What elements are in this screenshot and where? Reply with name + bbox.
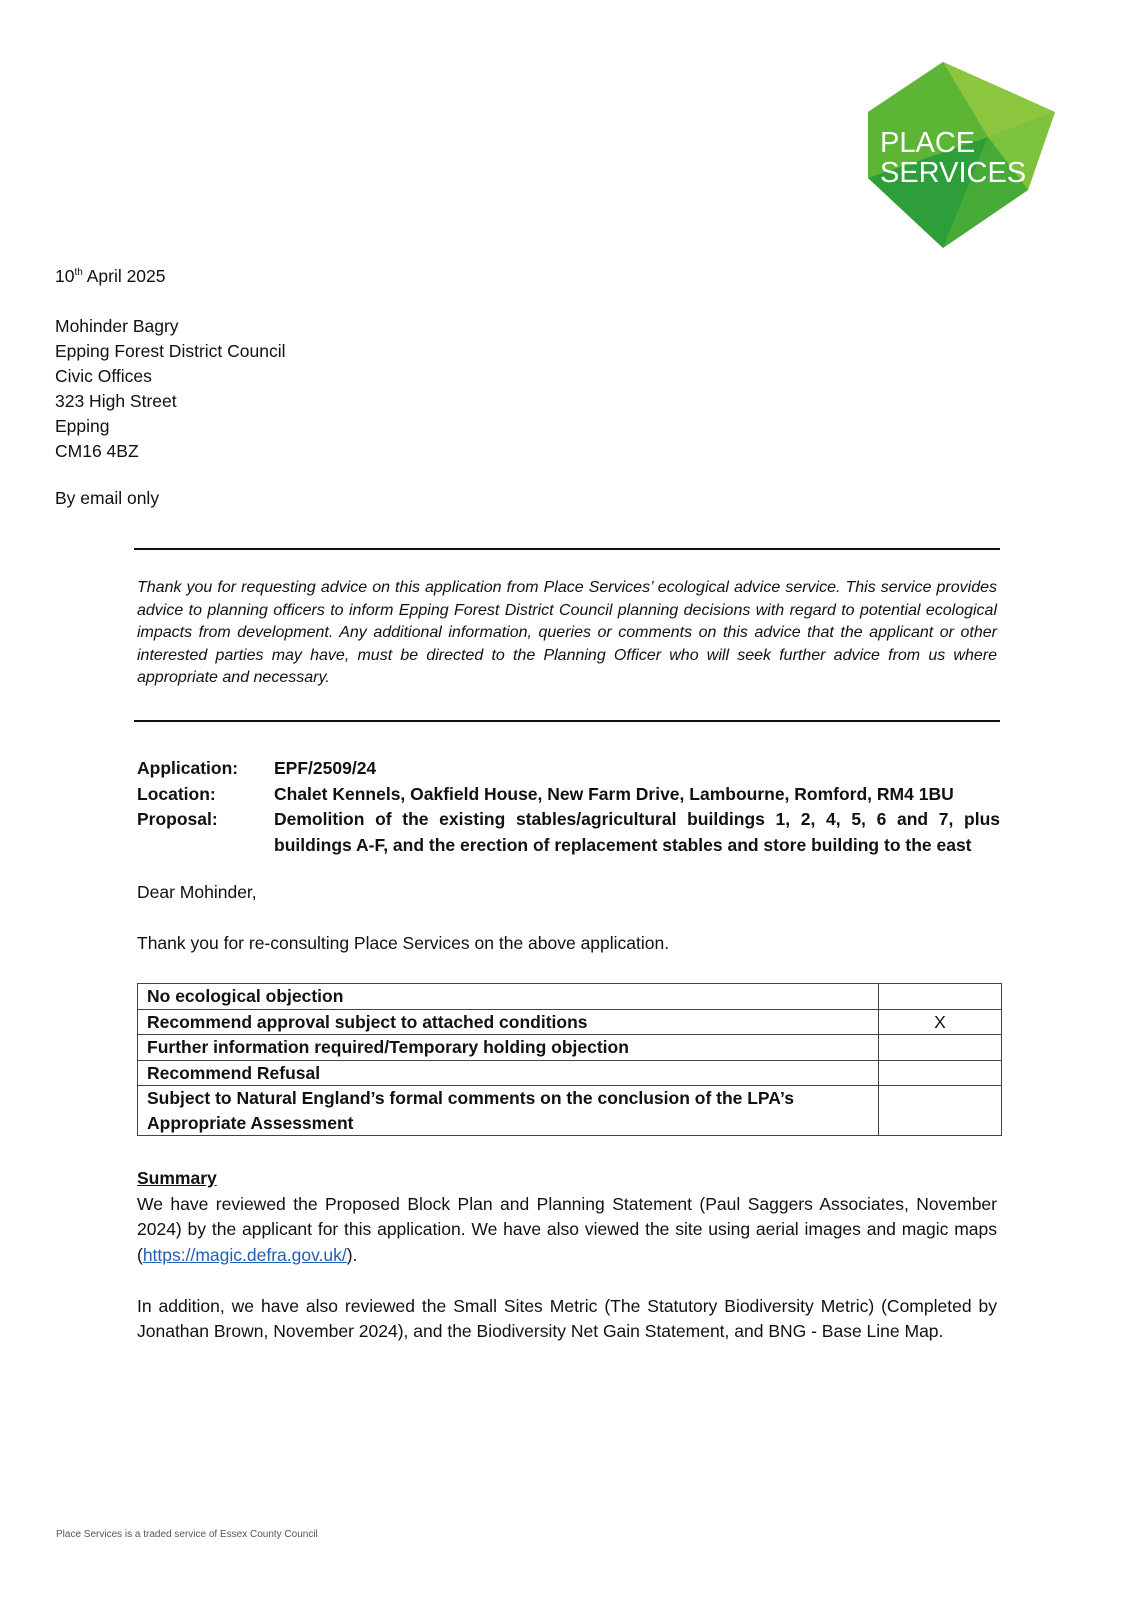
application-value: EPF/2509/24 (274, 758, 377, 778)
summary-section (137, 1166, 997, 1345)
logo-text-line2: SERVICES (880, 157, 1027, 189)
application-label: Application: (137, 758, 239, 778)
footer-text: Place Services is a traded service of Essex County Council (56, 1529, 318, 1540)
option-cell: Subject to Natural England’s formal comments on the conclusion of the LPA’s Appropriate Assessment (138, 1086, 879, 1136)
summary-heading: Summary (137, 1168, 217, 1188)
option-cell: Recommend approval subject to attached conditions (138, 1009, 879, 1035)
intro-text: Thank you for re-consulting Place Services on the above application. (137, 933, 670, 953)
proposal-value: Demolition of the existing stables/agricultural buildings 1, 2, 4, 5, 6 and 7, plus buildings A-F, and the erection of replacement stables and store building to the east (274, 809, 1000, 855)
application-details (137, 756, 1000, 858)
address-line: Epping Forest District Council (55, 341, 286, 361)
mark-cell (879, 984, 1002, 1010)
mark-cell: X (879, 1009, 1002, 1035)
option-cell: No ecological objection (138, 984, 879, 1010)
location-label: Location: (137, 783, 216, 804)
proposal-label: Proposal: (137, 809, 218, 829)
magic-maps-link[interactable]: https://magic.defra.gov.uk/ (142, 1244, 347, 1265)
place-services-logo (868, 62, 1060, 248)
address-line: CM16 4BZ (55, 441, 139, 461)
application-row (137, 756, 1000, 782)
proposal-row (137, 807, 1000, 858)
divider-bottom (134, 720, 1000, 722)
delivery-method: By email only (55, 488, 160, 508)
divider-top (134, 548, 1000, 550)
table-row (138, 1086, 1002, 1136)
recommendation-table (137, 983, 1002, 1136)
mark-cell (879, 1060, 1002, 1086)
table-row (138, 1009, 1002, 1035)
logo-hexagon-icon (868, 62, 1060, 248)
logo-text-line1: PLACE (880, 127, 976, 159)
address-line: 323 High Street (55, 391, 177, 411)
letter-date: 10th April 2025 (55, 266, 166, 286)
option-cell: Further information required/Temporary holding objection (138, 1035, 879, 1061)
address-line: Mohinder Bagry (55, 316, 179, 336)
table-row (138, 1060, 1002, 1086)
table-row (138, 984, 1002, 1010)
address-line: Civic Offices (55, 366, 152, 386)
location-value: Chalet Kennels, Oakfield House, New Farm Drive, Lambourne, Romford, RM4 1BU (274, 783, 954, 804)
summary-paragraph-2: In addition, we have also reviewed the Small Sites Metric (The Statutory Biodiversity Metric) (Completed by Jonathan Brown, November 2024), and the Biodiversity Net Gain Statement, and BNG - Base Line Map. (137, 1295, 997, 1341)
recipient-address (55, 314, 286, 464)
option-cell: Recommend Refusal (138, 1060, 879, 1086)
mark-cell (879, 1086, 1002, 1136)
mark-cell (879, 1035, 1002, 1061)
disclaimer-text: Thank you for requesting advice on this application from Place Services’ ecological advice service. This service provides advice to planning officers to inform Epping Forest District Council planning decisions with regard to potential ecological impacts from development. Any additional information, queries or comments on this advice that the applicant or other interested parties may have, must be directed to the Planning Officer who will seek further advice from us where appropriate and necessary. (137, 579, 997, 687)
table-row (138, 1035, 1002, 1061)
location-row (137, 782, 1000, 808)
address-line: Epping (55, 416, 110, 436)
summary-paragraph-1: We have reviewed the Proposed Block Plan and Planning Statement (Paul Saggers Associates, November 2024) by the applicant for this application. We have also viewed the site using aerial images and magic maps (https://magic.defra.gov.uk/). (137, 1193, 997, 1265)
salutation: Dear Mohinder, (137, 882, 257, 902)
